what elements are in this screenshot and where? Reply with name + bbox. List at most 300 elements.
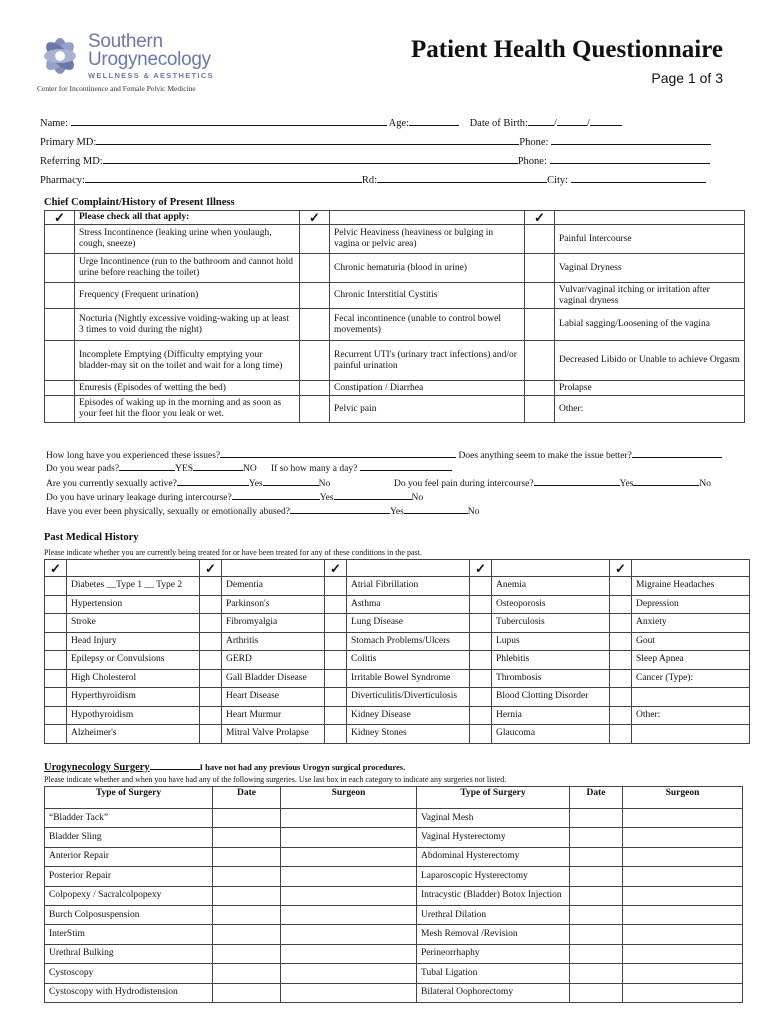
surgery-note: Please indicate whether and when you have had any of the following surgeries. Use last box in each category to indicate any surgeries not listed. (44, 775, 507, 784)
pmh-checkbox[interactable] (610, 669, 632, 688)
surgery-row (45, 886, 743, 905)
chief-condition-label: Enuresis (Episodes of wetting the bed) (75, 381, 300, 396)
pmh-checkbox[interactable] (325, 688, 347, 707)
surgery-date-field[interactable] (570, 867, 623, 886)
surgery-date-field[interactable] (213, 944, 281, 963)
chief-header-empty (330, 211, 525, 225)
surgery-surgeon-field[interactable] (623, 964, 743, 983)
chief-checkbox[interactable] (525, 396, 555, 423)
pmh-checkbox[interactable] (200, 651, 222, 670)
chief-checkbox[interactable] (525, 254, 555, 283)
pads-no-label: NO (243, 464, 257, 474)
age-label: Age: (388, 118, 410, 129)
pmh-header-row (45, 560, 750, 577)
no-surgery-blank[interactable] (150, 760, 200, 770)
age-field[interactable] (409, 114, 459, 126)
check-mark-icon: ✓ (45, 211, 75, 225)
pmh-condition-label: Epilepsy or Convulsions (67, 651, 200, 670)
name-field[interactable] (71, 114, 387, 126)
surgery-row (45, 983, 743, 1002)
pmh-checkbox[interactable] (325, 651, 347, 670)
pmh-condition-label: Sleep Apnea (632, 651, 750, 670)
name-row (40, 114, 622, 129)
chief-checkbox[interactable] (525, 283, 555, 309)
pmh-checkbox[interactable] (45, 688, 67, 707)
surgery-column-header: Surgeon (623, 787, 743, 809)
surgery-type-label: Burch Colposuspension (45, 905, 213, 924)
surgery-surgeon-field[interactable] (623, 925, 743, 944)
pharmacy-row (40, 171, 706, 186)
pmh-condition-label: Dementia (222, 577, 325, 596)
chief-checkbox[interactable] (45, 254, 75, 283)
surgery-surgeon-field[interactable] (281, 847, 417, 866)
chief-checkbox[interactable] (300, 254, 330, 283)
pads-yes-label: YES (175, 464, 194, 474)
leakage-yes-blank[interactable] (232, 488, 320, 500)
surgery-type-label: Posterior Repair (45, 867, 213, 886)
pmh-condition-label: Head Injury (67, 632, 200, 651)
chief-condition-label: Episodes of waking up in the morning and as soon as your feet hit the floor you leak or wet. (75, 396, 300, 423)
pmh-checkbox[interactable] (610, 651, 632, 670)
abuse-no-label: No (467, 507, 480, 517)
chief-checkbox[interactable] (45, 283, 75, 309)
surgery-date-field[interactable] (213, 886, 281, 905)
primary-md-phone-field[interactable] (551, 133, 711, 145)
question-row-5 (46, 502, 479, 517)
pmh-condition-label: Alzheimer's (67, 725, 200, 744)
pain-no-blank[interactable] (633, 474, 699, 486)
surgery-surgeon-field[interactable] (281, 964, 417, 983)
pads-yes-blank[interactable] (119, 459, 175, 471)
chief-row (45, 225, 745, 254)
chief-condition-label: Pelvic Heaviness (heaviness or bulging in vagina or pelvic area) (330, 225, 525, 254)
pmh-condition-label: Hyperthyroidism (67, 688, 200, 707)
pmh-checkbox[interactable] (45, 706, 67, 725)
surgery-type-label: InterStim (45, 925, 213, 944)
chief-condition-label: Labial sagging/Loosening of the vagina (555, 309, 745, 341)
pmh-checkbox[interactable] (610, 614, 632, 633)
chief-condition-label: Constipation / Diarrhea (330, 381, 525, 396)
pmh-checkbox[interactable] (45, 614, 67, 633)
surgery-row (45, 925, 743, 944)
surgery-surgeon-field[interactable] (281, 867, 417, 886)
rd-label: Rd: (361, 175, 378, 186)
chief-complaint-table (44, 210, 745, 423)
chief-header-row (45, 211, 745, 225)
question-duration-field[interactable] (220, 446, 456, 458)
surgery-date-field[interactable] (570, 828, 623, 847)
surgery-date-field[interactable] (570, 905, 623, 924)
pmh-condition-label (632, 725, 750, 744)
pmh-condition-label: High Cholesterol (67, 669, 200, 688)
surgery-date-field[interactable] (213, 809, 281, 828)
pmh-checkbox[interactable] (325, 669, 347, 688)
surgery-date-field[interactable] (570, 809, 623, 828)
pmh-checkbox[interactable] (610, 632, 632, 651)
chief-checkbox[interactable] (45, 396, 75, 423)
surgery-date-field[interactable] (213, 925, 281, 944)
chief-condition-label: Frequency (Frequent urination) (75, 283, 300, 309)
active-yes-label: Yes (248, 479, 263, 489)
pmh-row (45, 688, 750, 707)
pmh-checkbox[interactable] (325, 595, 347, 614)
surgery-type-label: Vaginal Hysterectomy (417, 828, 570, 847)
pmh-header-empty (222, 560, 325, 577)
surgery-row (45, 905, 743, 924)
chief-checkbox[interactable] (300, 283, 330, 309)
pmh-checkbox[interactable] (45, 577, 67, 596)
pmh-condition-label (632, 688, 750, 707)
pmh-condition-label: Stroke (67, 614, 200, 633)
question-pads-label: Do you wear pads? (46, 464, 120, 474)
surgery-type-label: Cystoscopy (45, 964, 213, 983)
pmh-checkbox[interactable] (610, 577, 632, 596)
surgery-type-label: Intracystic (Bladder) Botox Injection (417, 886, 570, 905)
rd-field[interactable] (377, 171, 547, 183)
chief-condition-label: Painful Intercourse (555, 225, 745, 254)
pmh-condition-label: Tuberculosis (492, 614, 610, 633)
logo (36, 30, 266, 96)
leakage-no-blank[interactable] (334, 488, 412, 500)
surgery-date-field[interactable] (213, 867, 281, 886)
pmh-checkbox[interactable] (470, 706, 492, 725)
surgery-date-field[interactable] (213, 964, 281, 983)
chief-checkbox[interactable] (300, 225, 330, 254)
pmh-condition-label: Gall Bladder Disease (222, 669, 325, 688)
surgery-date-field[interactable] (570, 944, 623, 963)
surgery-surgeon-field[interactable] (281, 983, 417, 1002)
pmh-condition-label: Hypothyroidism (67, 706, 200, 725)
surgery-date-field[interactable] (570, 925, 623, 944)
check-mark-icon: ✓ (525, 211, 555, 225)
pmh-checkbox[interactable] (610, 688, 632, 707)
leakage-no-label: No (411, 493, 424, 503)
primary-md-label: Primary MD: (40, 137, 97, 148)
pmh-row (45, 706, 750, 725)
pmh-row (45, 669, 750, 688)
pmh-checkbox[interactable] (610, 706, 632, 725)
pmh-condition-label: Hernia (492, 706, 610, 725)
question-pain-row (394, 474, 711, 489)
pmh-condition-label: Other: (632, 706, 750, 725)
pmh-condition-label: Depression (632, 595, 750, 614)
active-yes-blank[interactable] (177, 474, 249, 486)
chief-row (45, 254, 745, 283)
surgery-column-header: Date (213, 787, 281, 809)
pmh-condition-label: Gout (632, 632, 750, 651)
chief-checkbox[interactable] (525, 309, 555, 341)
logo-tagline: Center for Incontinence and Female Pelvic Medicine (37, 84, 196, 93)
pmh-checkbox[interactable] (200, 577, 222, 596)
surgery-surgeon-field[interactable] (623, 809, 743, 828)
pmh-condition-label: Osteoporosis (492, 595, 610, 614)
chief-checkbox[interactable] (300, 341, 330, 381)
pmh-condition-label: Cancer (Type): (632, 669, 750, 688)
pmh-checkbox[interactable] (325, 632, 347, 651)
surgery-surgeon-field[interactable] (281, 905, 417, 924)
phone-label: Phone: (519, 137, 549, 148)
pmh-condition-label: Phlebitis (492, 651, 610, 670)
check-mark-icon: ✓ (610, 560, 632, 577)
chief-checkbox[interactable] (45, 381, 75, 396)
pmh-condition-label: Heart Murmur (222, 706, 325, 725)
surgery-date-field[interactable] (570, 983, 623, 1002)
pads-per-day-field[interactable] (360, 459, 452, 471)
pmh-condition-label: Anemia (492, 577, 610, 596)
surgery-type-label: Vaginal Mesh (417, 809, 570, 828)
surgery-type-label: Laparoscopic Hysterectomy (417, 867, 570, 886)
surgery-date-field[interactable] (570, 847, 623, 866)
pain-yes-label: Yes (619, 479, 634, 489)
chief-row (45, 396, 745, 423)
surgery-type-label: Tubal Ligation (417, 964, 570, 983)
no-surgery-label: I have not had any previous Urogyn surgical procedures. (199, 762, 406, 772)
surgery-surgeon-field[interactable] (281, 809, 417, 828)
pmh-header-empty (67, 560, 200, 577)
chief-checkbox[interactable] (525, 381, 555, 396)
chief-row (45, 381, 745, 396)
question-row-4 (46, 488, 423, 503)
surgery-date-field[interactable] (213, 847, 281, 866)
question-better-field[interactable] (632, 446, 722, 458)
dob-separator: / (586, 118, 590, 129)
chief-condition-label: Chronic hematuria (blood in urine) (330, 254, 525, 283)
pmh-condition-label: Kidney Stones (347, 725, 470, 744)
surgery-header-row (45, 787, 743, 809)
pmh-condition-label: Atrial Fibrillation (347, 577, 470, 596)
chief-row (45, 341, 745, 381)
pmh-checkbox[interactable] (45, 651, 67, 670)
pmh-checkbox[interactable] (610, 595, 632, 614)
pmh-condition-label: Blood Clotting Disorder (492, 688, 610, 707)
chief-condition-label: Decreased Libido or Unable to achieve Orgasm (555, 341, 745, 381)
surgery-row (45, 964, 743, 983)
surgery-column-header: Date (570, 787, 623, 809)
check-mark-icon: ✓ (300, 211, 330, 225)
pmh-checkbox[interactable] (45, 725, 67, 744)
chief-condition-label: Pelvic pain (330, 396, 525, 423)
pmh-header-empty (347, 560, 470, 577)
pmh-condition-label: Glaucoma (492, 725, 610, 744)
question-better-label: Does anything seem to make the issue better? (458, 451, 632, 461)
question-row-3 (46, 474, 330, 489)
referring-md-label: Referring MD: (40, 156, 103, 167)
chief-checkbox[interactable] (300, 309, 330, 341)
pmh-condition-label: Arthritis (222, 632, 325, 651)
surgery-surgeon-field[interactable] (281, 944, 417, 963)
leakage-yes-label: Yes (319, 493, 334, 503)
surgery-type-label: Abdominal Hysterectomy (417, 847, 570, 866)
pmh-condition-label: Lupus (492, 632, 610, 651)
pmh-condition-label: Lung Disease (347, 614, 470, 633)
chief-checkbox[interactable] (525, 341, 555, 381)
pmh-condition-label: Anxiety (632, 614, 750, 633)
pmh-checkbox[interactable] (200, 688, 222, 707)
surgery-type-label: Urethral Bulking (45, 944, 213, 963)
pmh-checkbox[interactable] (325, 706, 347, 725)
pmh-checkbox[interactable] (470, 651, 492, 670)
pmh-condition-label: GERD (222, 651, 325, 670)
pmh-checkbox[interactable] (200, 706, 222, 725)
surgery-type-label: Colpopexy / Sacralcolpopexy (45, 886, 213, 905)
chief-checkbox[interactable] (300, 381, 330, 396)
pmh-condition-label: Fibromyalgia (222, 614, 325, 633)
surgery-title: Urogynecology Surgery (44, 762, 150, 773)
pmh-condition-label: Migraine Headaches (632, 577, 750, 596)
chief-condition-label: Other: (555, 396, 745, 423)
pmh-checkbox[interactable] (200, 669, 222, 688)
chief-condition-label: Urge Incontinence (run to the bathroom and cannot hold urine before reaching the toilet) (75, 254, 300, 283)
surgery-surgeon-field[interactable] (623, 944, 743, 963)
question-row-2 (46, 459, 452, 474)
surgery-surgeon-field[interactable] (281, 828, 417, 847)
chief-complaint-title: Chief Complaint/History of Present Illness (44, 197, 235, 208)
pmh-checkbox[interactable] (470, 614, 492, 633)
surgery-column-header: Type of Surgery (45, 787, 213, 809)
primary-md-row (40, 133, 711, 148)
chief-condition-label: Vaginal Dryness (555, 254, 745, 283)
surgery-surgeon-field[interactable] (281, 925, 417, 944)
chief-checkbox[interactable] (45, 309, 75, 341)
pmh-row (45, 632, 750, 651)
pharmacy-field[interactable] (85, 171, 362, 183)
pmh-checkbox[interactable] (470, 577, 492, 596)
check-mark-icon: ✓ (470, 560, 492, 577)
check-mark-icon: ✓ (325, 560, 347, 577)
primary-md-field[interactable] (96, 133, 519, 145)
city-label: City: (547, 175, 569, 186)
chief-condition-label: Recurrent UTI's (urinary tract infections) and/or painful urination (330, 341, 525, 381)
question-active-label: Are you currently sexually active? (46, 479, 177, 489)
surgery-surgeon-field[interactable] (623, 847, 743, 866)
surgery-date-field[interactable] (213, 828, 281, 847)
chief-condition-label: Prolapse (555, 381, 745, 396)
pmh-checkbox[interactable] (325, 725, 347, 744)
surgery-type-label: Anterior Repair (45, 847, 213, 866)
pmh-checkbox[interactable] (470, 669, 492, 688)
pmh-checkbox[interactable] (45, 632, 67, 651)
active-no-blank[interactable] (263, 474, 319, 486)
surgery-surgeon-field[interactable] (623, 886, 743, 905)
surgery-type-label: Mesh Removal /Revision (417, 925, 570, 944)
pmh-title: Past Medical History (44, 532, 139, 543)
referring-md-phone-field[interactable] (550, 152, 710, 164)
chief-row (45, 309, 745, 341)
pmh-header-empty (632, 560, 750, 577)
pmh-checkbox[interactable] (200, 725, 222, 744)
surgery-date-field[interactable] (213, 983, 281, 1002)
pmh-checkbox[interactable] (610, 725, 632, 744)
abuse-yes-blank[interactable] (290, 502, 390, 514)
chief-checkbox[interactable] (45, 225, 75, 254)
surgery-row (45, 828, 743, 847)
pmh-checkbox[interactable] (200, 632, 222, 651)
pmh-condition-label: Colitis (347, 651, 470, 670)
page-number: Page 1 of 3 (651, 70, 723, 86)
pmh-checkbox[interactable] (470, 595, 492, 614)
surgery-surgeon-field[interactable] (281, 886, 417, 905)
document-title: Patient Health Questionnaire (410, 36, 723, 63)
pmh-row (45, 595, 750, 614)
surgery-type-label: Bilateral Oophorectomy (417, 983, 570, 1002)
pmh-checkbox[interactable] (45, 669, 67, 688)
name-label: Name: (40, 118, 68, 129)
pmh-checkbox[interactable] (200, 595, 222, 614)
pmh-condition-label: Heart Disease (222, 688, 325, 707)
pmh-condition-label: Diabetes __Type 1 __ Type 2 (67, 577, 200, 596)
question-duration-label: How long have you experienced these issues? (46, 451, 221, 461)
lotus-logo-icon (36, 30, 84, 80)
pads-per-day-label: If so how many a day? (271, 464, 358, 474)
pmh-checkbox[interactable] (470, 725, 492, 744)
check-mark-icon: ✓ (45, 560, 67, 577)
pmh-row (45, 614, 750, 633)
city-field[interactable] (571, 171, 706, 183)
logo-line2: Urogynecology (88, 49, 211, 70)
active-no-label: No (318, 479, 331, 489)
surgery-date-field[interactable] (213, 905, 281, 924)
dob-month-field[interactable] (528, 114, 554, 126)
pmh-checkbox[interactable] (325, 577, 347, 596)
pmh-condition-label: Kidney Disease (347, 706, 470, 725)
abuse-yes-label: Yes (389, 507, 404, 517)
logo-line1: Southern (88, 31, 163, 52)
surgery-table (44, 786, 743, 1003)
surgery-type-label: Bladder Sling (45, 828, 213, 847)
pmh-checkbox[interactable] (45, 595, 67, 614)
pmh-condition-label: Diverticulitis/Diverticulosis (347, 688, 470, 707)
pmh-condition-label: Asthma (347, 595, 470, 614)
surgery-date-field[interactable] (570, 964, 623, 983)
chief-condition-label: Vulvar/vaginal itching or irritation after vaginal dryness (555, 283, 745, 309)
surgery-surgeon-field[interactable] (623, 905, 743, 924)
referring-md-field[interactable] (103, 152, 518, 164)
surgery-surgeon-field[interactable] (623, 867, 743, 886)
pmh-condition-label: Mitral Valve Prolapse (222, 725, 325, 744)
chief-header-empty (555, 211, 745, 225)
pain-yes-blank[interactable] (534, 474, 620, 486)
surgery-type-label: Cystoscopy with Hydrodistension (45, 983, 213, 1002)
surgery-surgeon-field[interactable] (623, 983, 743, 1002)
surgery-date-field[interactable] (570, 886, 623, 905)
pharmacy-label: Pharmacy: (40, 175, 85, 186)
pmh-checkbox[interactable] (325, 614, 347, 633)
chief-checkbox[interactable] (525, 225, 555, 254)
surgery-surgeon-field[interactable] (623, 828, 743, 847)
dob-label: Date of Birth: (469, 118, 528, 129)
pmh-condition-label: Irritable Bowel Syndrome (347, 669, 470, 688)
pmh-table (44, 559, 750, 744)
pmh-row (45, 725, 750, 744)
pads-no-blank[interactable] (193, 459, 243, 471)
surgery-type-label: “Bladder Tack” (45, 809, 213, 828)
pmh-checkbox[interactable] (470, 688, 492, 707)
pmh-condition-label: Hypertension (67, 595, 200, 614)
pmh-header-empty (492, 560, 610, 577)
pmh-note: Please indicate whether you are currently being treated for or have been treated for any of these conditions in the past. (44, 548, 422, 557)
chief-checkbox[interactable] (45, 341, 75, 381)
pmh-checkbox[interactable] (200, 614, 222, 633)
dob-year-field[interactable] (590, 114, 622, 126)
question-abuse-label: Have you ever been physically, sexually or emotionally abused? (46, 507, 290, 517)
chief-checkbox[interactable] (300, 396, 330, 423)
pmh-checkbox[interactable] (470, 632, 492, 651)
dob-separator: / (553, 118, 557, 129)
surgery-type-label: Urethral Dilation (417, 905, 570, 924)
abuse-no-blank[interactable] (404, 502, 468, 514)
dob-day-field[interactable] (557, 114, 587, 126)
logo-subtitle: WELLNESS & AESTHETICS (88, 71, 214, 80)
